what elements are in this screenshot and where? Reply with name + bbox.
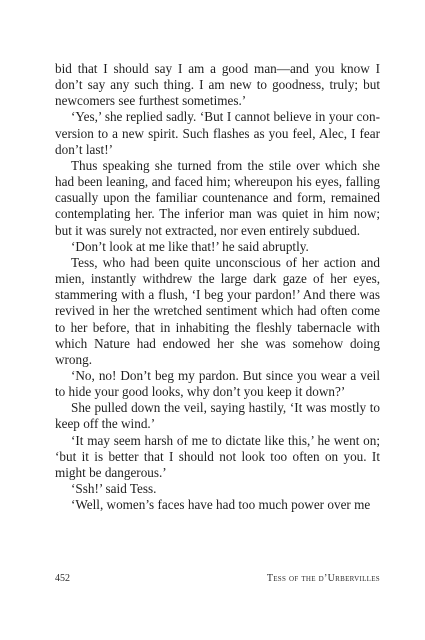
paragraph: ‘It may seem harsh of me to dictate like this,’ he went on; ‘but it is better that I should not look too often on you. It might be dangerous.’ xyxy=(55,432,380,480)
paragraph: ‘Ssh!’ said Tess. xyxy=(71,481,157,497)
paragraph: ‘Don’t look at me like that!’ he said abruptly. xyxy=(71,238,309,254)
paragraph: ‘Yes,’ she replied sadly. ‘But I cannot believe in your conversion to a new spirit. Such flashes as you feel, Alec, I fear don’t last!’ xyxy=(55,109,380,157)
body-text xyxy=(55,61,380,513)
paragraph: Tess, who had been quite unconscious of her action and mien, instantly withdrew the large dark gaze of her eyes, stammering with a flush, ‘I beg your pardon!’ And there was revived in her the wretched sentiment which had often come to her before, that in inhabiting the fleshly tabernacle with which Nature had endowed her she was somehow doing wrong. xyxy=(55,254,380,367)
page-footer xyxy=(55,572,380,586)
paragraph: bid that I should say I am a good man—and you know I don’t say any such thing. I am new to goodness, truly; but newcomers see furthest sometimes.’ xyxy=(55,61,380,109)
paragraph: ‘No, no! Don’t beg my pardon. But since you wear a veil to hide your good looks, why don’t you keep it down?’ xyxy=(55,367,380,400)
page-number: 452 xyxy=(55,573,70,584)
running-title: Tess of the d’Urbervilles xyxy=(266,573,380,584)
paragraph: ‘Well, women’s faces have had too much power over me xyxy=(71,497,371,513)
paragraph: She pulled down the veil, saying hastily, ‘It was mostly to keep off the wind.’ xyxy=(55,400,380,432)
paragraph: Thus speaking she turned from the stile over which she had been leaning, and faced him; whereupon his eyes, falling casually upon the familiar countenance and form, remained contemplating her. The inferior man was quiet in him now; but it was surely not extracted, nor even entirely subdued. xyxy=(55,157,380,238)
